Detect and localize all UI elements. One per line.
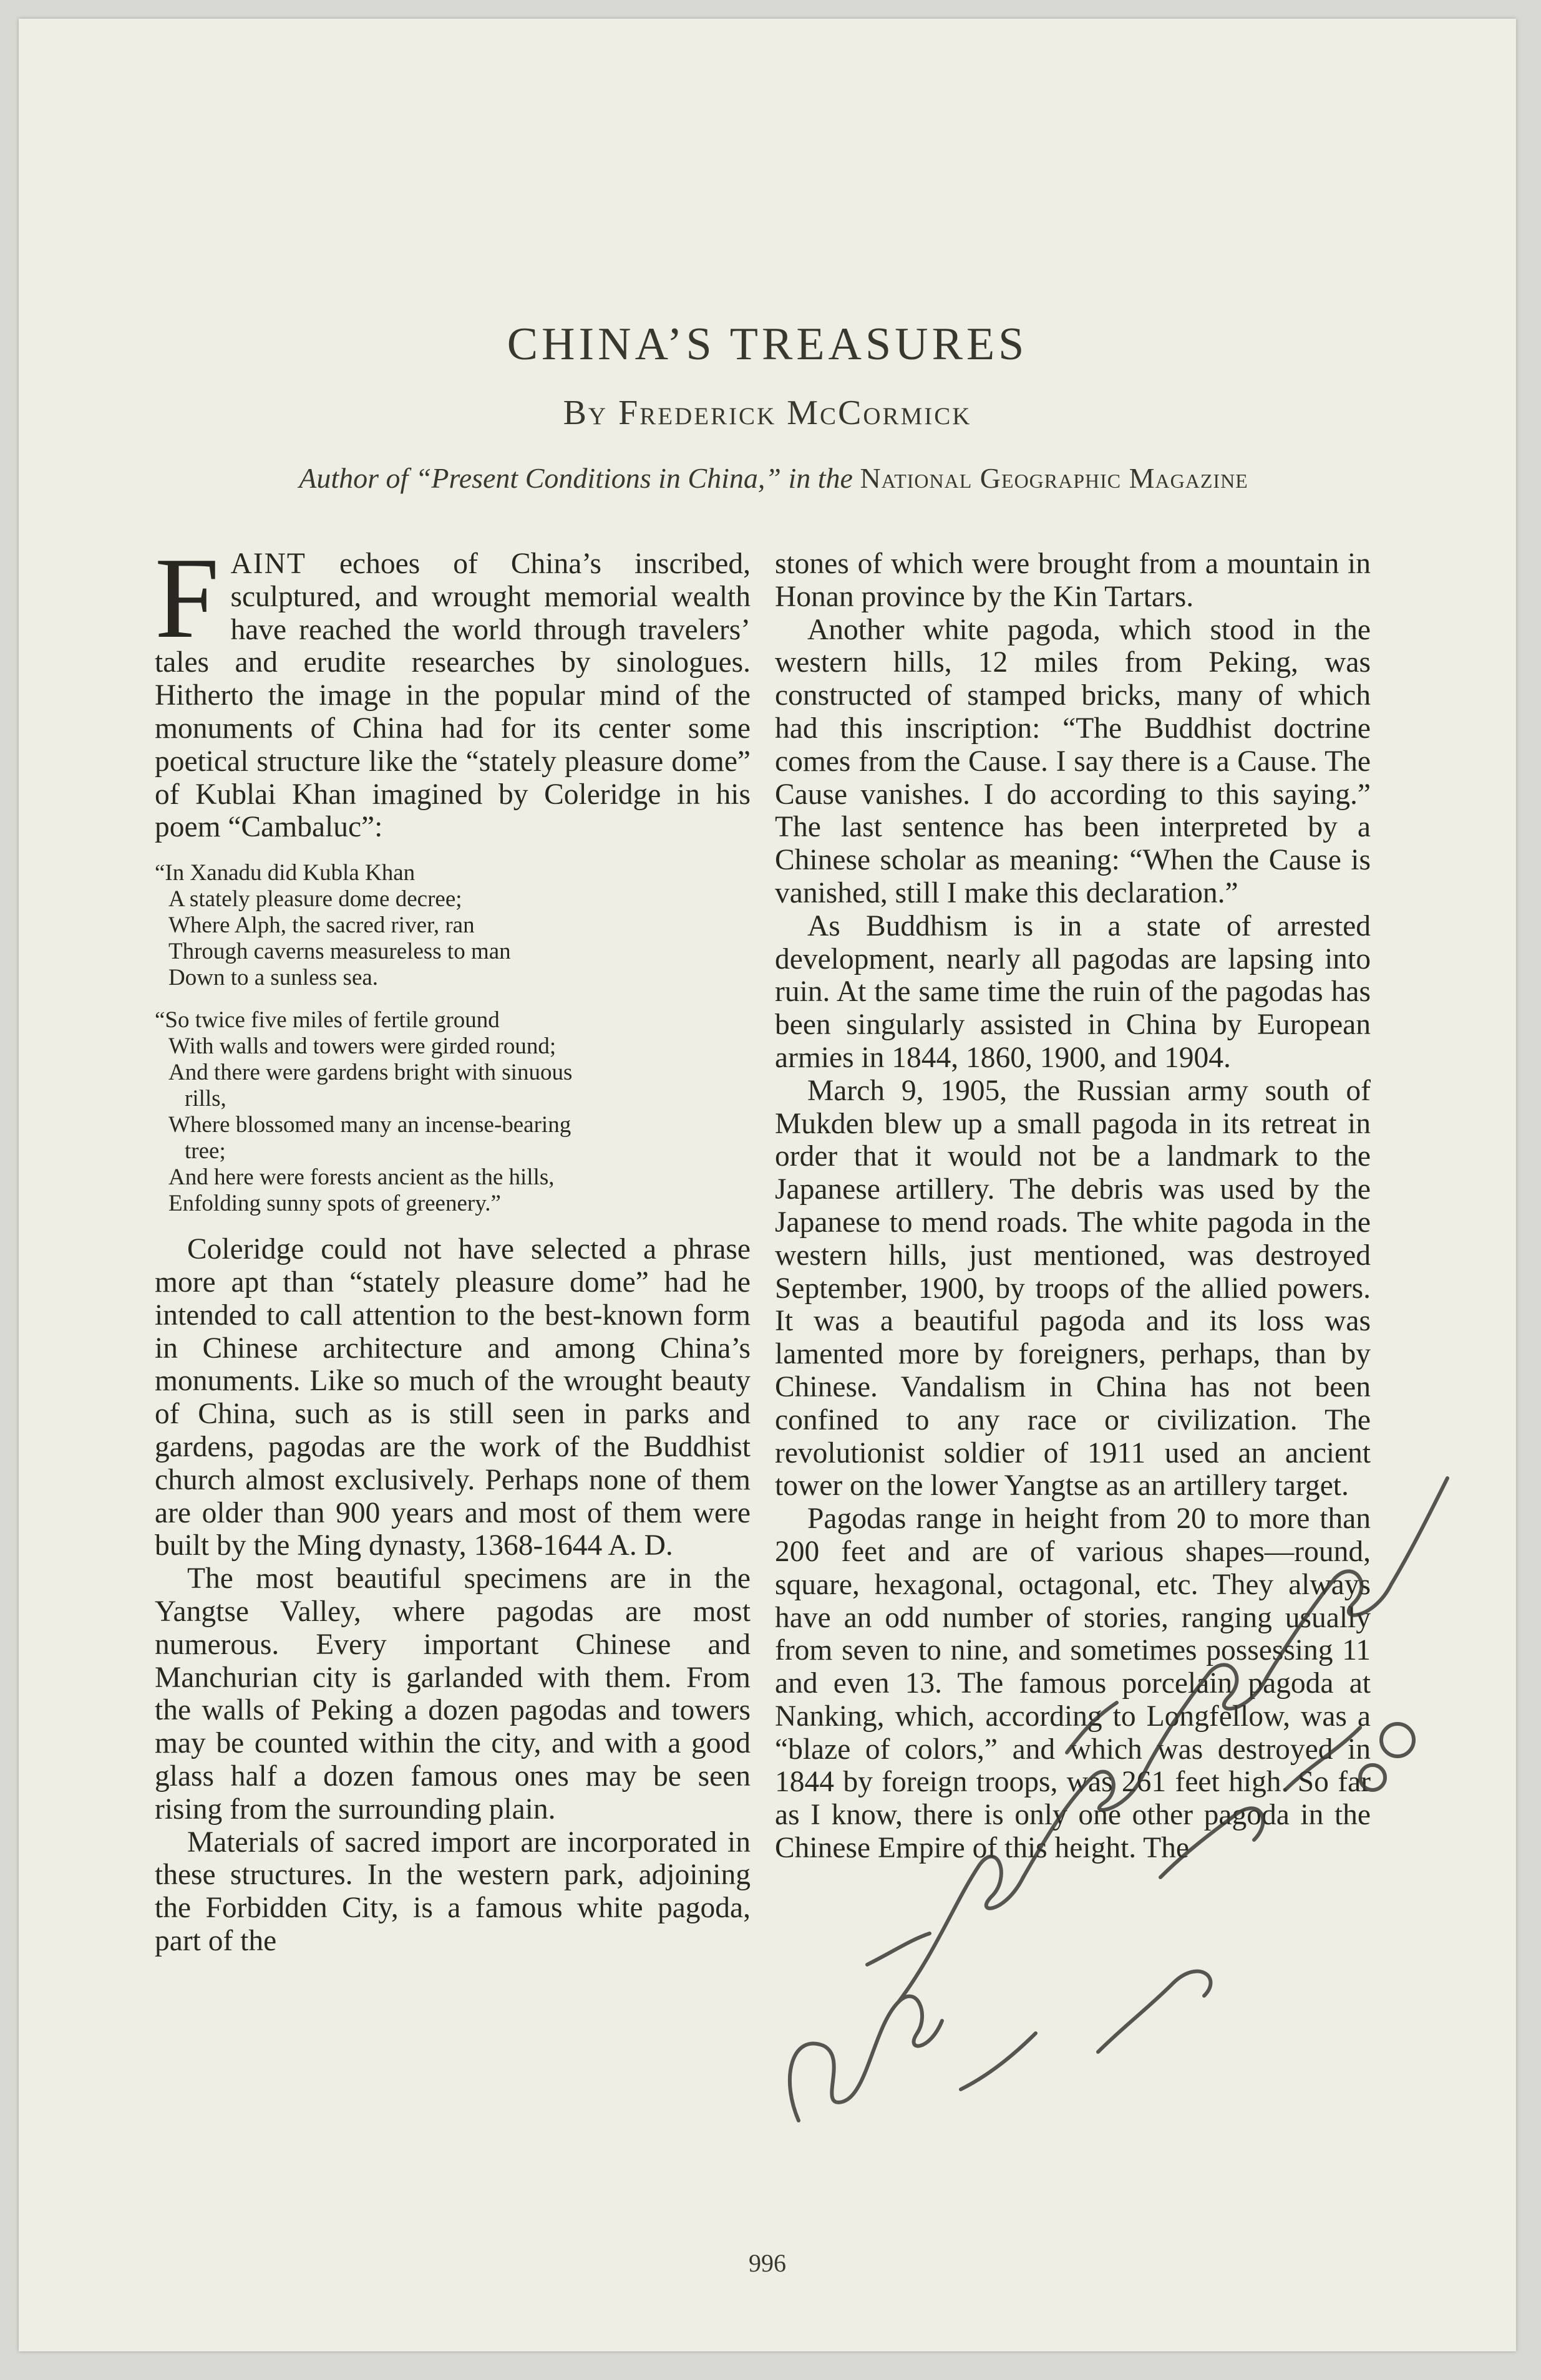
article-title: CHINA’S TREASURES: [507, 319, 1028, 370]
poem-line: With walls and towers were girded round;: [168, 1033, 557, 1060]
poem-line: Where Alph, the sacred river, ran: [168, 912, 475, 939]
paragraph-continued: stones of which were brought from a mountain in Honan province by the Kin Tartars.: [775, 548, 1371, 613]
left-column: [155, 534, 751, 1958]
paragraph: The most beautiful specimens are in the Yangtse Valley, where pagodas are most numerous. Every important Chinese and Manchurian city is garlanded with them. From the walls of Peking a dozen pagodas and towers may be counted within the city, and with a good glass half a dozen famous ones may be seen rising from the surrounding plain.: [155, 1562, 751, 1826]
right-column: [775, 548, 1371, 1865]
paragraph: Pagodas range in height from 20 to more than 200 feet and are of various shapes—round, square, hexagonal, octagonal, etc. They always have an odd number of stories, ranging usually from seven to nine, and sometimes possessing 11 and even 13. The famous porcelain pagoda at Nanking, which, according to Longfellow, was a “blaze of colors,” and which was destroyed in 1844 by foreign troops, was 261 feet high. So far as I know, there is only one other pagoda in the Chinese Empire of this height. The: [775, 1502, 1371, 1865]
subtitle-in-the: in the: [780, 462, 860, 494]
opening-caps: AINT: [230, 548, 306, 580]
poem-line: Through caverns measureless to man: [168, 939, 511, 965]
paragraph: March 9, 1905, the Russian army south of Mukden blew up a small pagoda in its retreat in order that it would not be a landmark to the Japanese artillery. The debris was used by the Japanese to mend roads. The white pagoda in the western hills, just mentioned, was destroyed September, 1900, by troops of the allied powers. It was a beautiful pagoda and its loss was lamented more by foreigners, perhaps, than by Chinese. Vandalism in China has not been confined to any race or civilization. The revolutionist soldier of 1911 used an ancient tower on the lower Yangtse as an artillery target.: [775, 1074, 1371, 1502]
poem-line: Enfolding sunny spots of greenery.”: [168, 1191, 501, 1217]
paragraph: Another white pagoda, which stood in the western hills, 12 miles from Peking, was constructed of stamped bricks, many of which had this inscription: “The Buddhist doctrine comes from the Cause. I say there is a Cause. The Cause vanishes. I do according to this saying.” The last sentence has been interpreted by a Chinese scholar as meaning: “When the Cause is vanished, still I make this declaration.”: [775, 613, 1371, 909]
poem-line: Down to a sunless sea.: [168, 965, 379, 991]
poem-line: And there were gardens bright with sinuous: [168, 1060, 573, 1086]
poem-quote: [155, 860, 751, 1217]
article-subtitle: [168, 462, 1379, 495]
subtitle-magazine: National Geographic Magazine: [860, 462, 1248, 494]
paragraph: Materials of sacred import are incorporated in these structures. In the western park, adjoining the Forbidden City, is a famous white pagoda, part of the: [155, 1826, 751, 1957]
paragraph-opening: [155, 534, 751, 844]
article-byline: By Frederick McCormick: [563, 394, 972, 432]
poem-line: A stately pleasure dome decree;: [168, 886, 462, 912]
subtitle-author-of: Author of: [299, 462, 416, 494]
poem-stanza: [155, 860, 751, 991]
poem-line: Where blossomed many an incense-bearing: [168, 1112, 571, 1138]
poem-line: And here were forests ancient as the hills,: [168, 1164, 555, 1191]
subtitle-work: “Present Conditions in China,”: [415, 462, 781, 494]
poem-stanza: [155, 1007, 751, 1217]
poem-line: tree;: [185, 1138, 226, 1164]
poem-line: rills,: [185, 1086, 226, 1112]
poem-line: “In Xanadu did Kubla Khan: [155, 860, 416, 886]
poem-line: “So twice five miles of fertile ground: [155, 1007, 500, 1033]
magazine-page: [19, 19, 1516, 2351]
page-number: 996: [749, 2249, 786, 2277]
paragraph: Coleridge could not have selected a phrase more apt than “stately pleasure dome” had he intended to call attention to the best-known form in Chinese architecture and among China’s monuments. Like so much of the wrought beauty of China, such as is still seen in parks and gardens, pagodas are the work of the Buddhist church almost exclusively. Perhaps none of them are older than 900 years and most of them were built by the Ming dynasty, 1368-1644 A. D.: [155, 1233, 751, 1562]
paragraph: As Buddhism is in a state of arrested development, nearly all pagodas are lapsing into ruin. At the same time the ruin of the pagodas has been singularly assisted in China by European armies in 1844, 1860, 1900, and 1904.: [775, 909, 1371, 1074]
opening-text: echoes of China’s inscribed, sculptured, and wrought memorial wealth have reached the world through travelers’ tales and erudite researches by sinologues. Hitherto the image in the popular mind of the monuments of China had for its center some poetical structure like the “stately pleasure dome” of Kublai Khan imagined by Coleridge in his poem “Cambaluc”:: [155, 548, 751, 844]
drop-cap: F: [155, 534, 220, 662]
